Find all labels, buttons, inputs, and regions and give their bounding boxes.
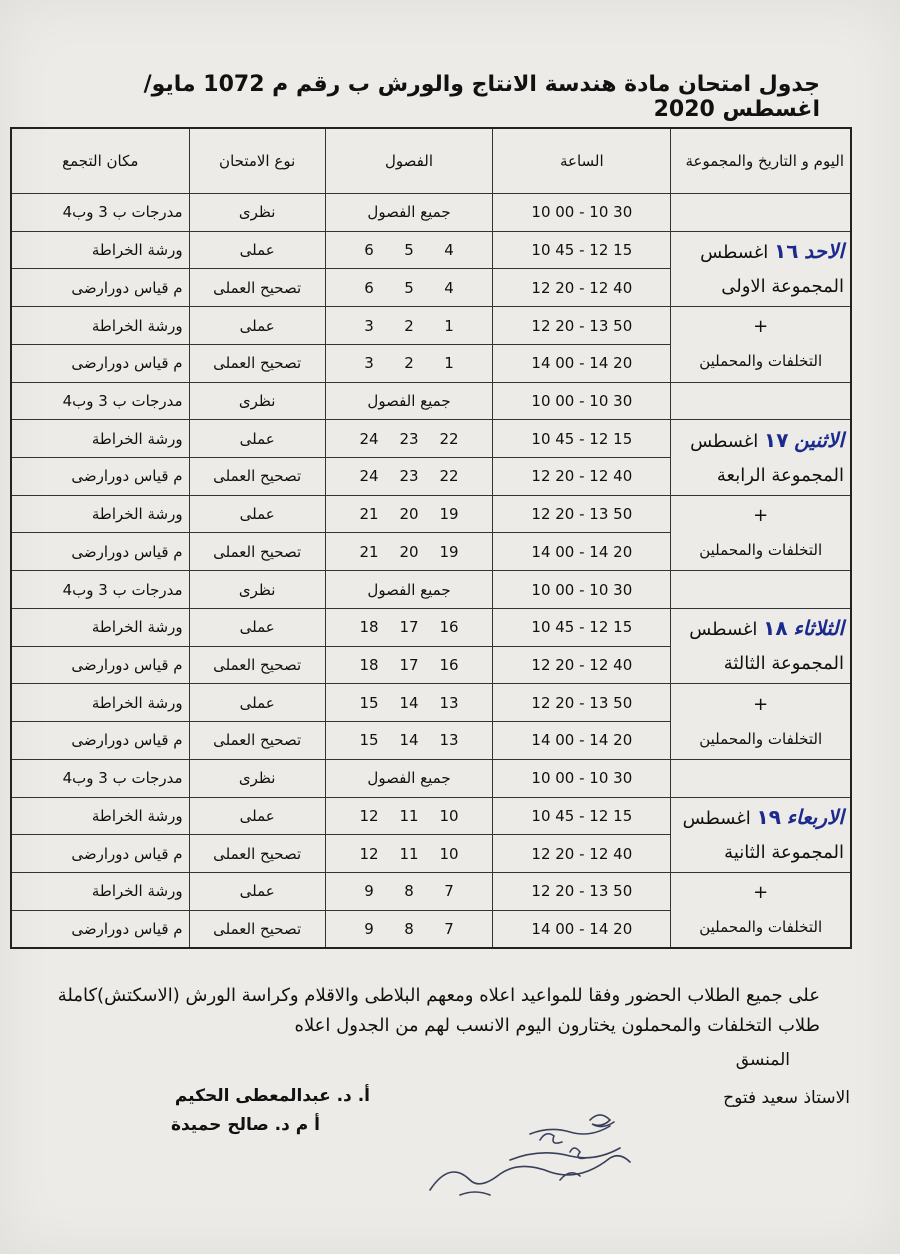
table-row: [11, 382, 851, 420]
extra-students-label: التخلفات والمحملين: [699, 352, 823, 371]
class-number: 13: [439, 731, 459, 750]
extra-students-cell: [671, 872, 851, 948]
day-date: [677, 800, 844, 836]
meeting-place-cell: م قياس دورارضى: [11, 458, 189, 496]
classes-cell: [325, 722, 493, 760]
class-number: 10: [439, 844, 459, 863]
exam-type-cell: تصحيح العملى: [189, 533, 325, 571]
classes-cell: [325, 533, 493, 571]
coordinator-title: المنسق: [735, 1050, 790, 1070]
professor-name-1: أ. د. عبدالمعطى الحكيم: [174, 1086, 370, 1106]
classes-cell: [325, 797, 493, 835]
class-number: 12: [359, 806, 379, 825]
header-place: مكان التجمع: [11, 128, 189, 194]
class-number: 14: [399, 693, 419, 712]
classes-cell: [325, 872, 493, 910]
class-number: 21: [359, 542, 379, 561]
time-cell: 12 20 - 13 50: [493, 684, 671, 722]
class-number: 17: [399, 618, 419, 637]
time-cell: 14 00 - 14 20: [493, 344, 671, 382]
class-number: 22: [439, 429, 459, 448]
exam-type-cell: عملى: [189, 420, 325, 458]
day-name: الاثنين: [794, 427, 844, 452]
class-number: 6: [364, 241, 374, 260]
month-name: اغسطس: [690, 430, 759, 452]
class-number: 7: [444, 882, 454, 901]
day-group-cell: [671, 231, 851, 306]
meeting-place-cell: مدرجات ب 3 وب4: [11, 194, 189, 232]
handwritten-signature: [420, 1100, 650, 1210]
table-row: [11, 307, 851, 345]
class-number: 6: [364, 278, 374, 297]
class-number: 20: [399, 542, 419, 561]
time-cell: 10 45 - 12 15: [493, 420, 671, 458]
extra-students-label: التخلفات والمحملين: [699, 917, 823, 936]
all-classes-label: جميع الفصول: [367, 769, 451, 788]
day-name: الاحد: [804, 238, 844, 263]
time-cell: 14 00 - 14 20: [493, 722, 671, 760]
class-number: 4: [444, 278, 454, 297]
meeting-place-cell: ورشة الخراطة: [11, 495, 189, 533]
all-classes-label: جميع الفصول: [367, 203, 451, 222]
day-date: [677, 611, 844, 647]
page-title: جدول امتحان مادة هندسة الانتاج والورش ب رقم م 1072 مايو/ اغسطس 2020: [143, 72, 820, 122]
classes-cell: [325, 458, 493, 496]
day-date: [677, 423, 844, 459]
classes-cell: [325, 194, 493, 232]
exam-type-cell: نظرى: [189, 571, 325, 609]
day-number: ١٨: [763, 616, 788, 641]
class-number: 23: [399, 429, 419, 448]
meeting-place-cell: م قياس دورارضى: [11, 646, 189, 684]
time-cell: 12 20 - 13 50: [493, 307, 671, 345]
table-row: [11, 231, 851, 269]
class-number: 24: [359, 467, 379, 486]
classes-cell: [325, 344, 493, 382]
day-number: ١٦: [774, 238, 799, 263]
meeting-place-cell: ورشة الخراطة: [11, 608, 189, 646]
exam-type-cell: نظرى: [189, 382, 325, 420]
meeting-place-cell: ورشة الخراطة: [11, 797, 189, 835]
class-number: 15: [359, 693, 379, 712]
class-number: 23: [399, 467, 419, 486]
table-row: [11, 571, 851, 609]
time-cell: 12 20 - 12 40: [493, 458, 671, 496]
extra-students-cell: [671, 495, 851, 570]
note-line-1: على جميع الطلاب الحضور وفقا للمواعيد اعلاه ومعهم البلاطى والاقلام وكراسة الورش (الاسكتش)كاملة: [57, 985, 820, 1006]
class-number: 9: [364, 882, 374, 901]
classes-cell: [325, 307, 493, 345]
time-cell: 10 45 - 12 15: [493, 231, 671, 269]
day-date: [677, 234, 844, 270]
class-number: 20: [399, 505, 419, 524]
class-number: 12: [359, 844, 379, 863]
class-number: 19: [439, 542, 459, 561]
class-number: 2: [404, 316, 414, 335]
meeting-place-cell: ورشة الخراطة: [11, 231, 189, 269]
class-number: 24: [359, 429, 379, 448]
classes-cell: [325, 835, 493, 873]
exam-type-cell: تصحيح العملى: [189, 910, 325, 948]
class-number: 11: [399, 806, 419, 825]
day-number: ١٩: [756, 804, 781, 829]
day-name: الاربعاء: [786, 804, 844, 829]
extra-students-cell: [671, 307, 851, 382]
class-number: 5: [404, 241, 414, 260]
time-cell: 12 20 - 12 40: [493, 269, 671, 307]
table-row: [11, 684, 851, 722]
group-name: المجموعة الثانية: [724, 841, 844, 863]
time-cell: 14 00 - 14 20: [493, 910, 671, 948]
class-number: 16: [439, 618, 459, 637]
month-name: اغسطس: [682, 807, 751, 829]
class-number: 1: [444, 316, 454, 335]
table-row: [11, 495, 851, 533]
class-number: 11: [399, 844, 419, 863]
time-cell: 10 45 - 12 15: [493, 797, 671, 835]
all-classes-label: جميع الفصول: [367, 580, 451, 599]
exam-type-cell: عملى: [189, 684, 325, 722]
meeting-place-cell: م قياس دورارضى: [11, 269, 189, 307]
exam-type-cell: نظرى: [189, 194, 325, 232]
plus-sign: +: [753, 504, 769, 526]
day-cell-blank: [671, 194, 851, 232]
meeting-place-cell: مدرجات ب 3 وب4: [11, 759, 189, 797]
header-classes: الفصول: [325, 128, 493, 194]
coordinator-name: الاستاذ سعيد فتوح: [723, 1088, 850, 1108]
extra-students-label: التخلفات والمحملين: [699, 540, 823, 559]
class-number: 18: [359, 655, 379, 674]
meeting-place-cell: م قياس دورارضى: [11, 344, 189, 382]
class-number: 5: [404, 278, 414, 297]
classes-cell: [325, 571, 493, 609]
exam-type-cell: عملى: [189, 495, 325, 533]
extra-students-cell: [671, 684, 851, 759]
classes-cell: [325, 646, 493, 684]
day-group-cell: [671, 608, 851, 683]
exam-type-cell: تصحيح العملى: [189, 269, 325, 307]
class-number: 8: [404, 882, 414, 901]
table-row: [11, 194, 851, 232]
exam-type-cell: تصحيح العملى: [189, 458, 325, 496]
classes-cell: [325, 231, 493, 269]
class-number: 17: [399, 655, 419, 674]
day-name: الثلاثاء: [793, 616, 844, 641]
class-number: 8: [404, 919, 414, 938]
month-name: اغسطس: [689, 619, 758, 641]
exam-type-cell: تصحيح العملى: [189, 835, 325, 873]
class-number: 18: [359, 618, 379, 637]
exam-type-cell: عملى: [189, 608, 325, 646]
plus-sign: +: [753, 316, 769, 338]
class-number: 16: [439, 655, 459, 674]
class-number: 15: [359, 731, 379, 750]
exam-type-cell: تصحيح العملى: [189, 646, 325, 684]
time-cell: 12 20 - 12 40: [493, 646, 671, 684]
time-cell: 10 00 - 10 30: [493, 759, 671, 797]
day-cell-blank: [671, 571, 851, 609]
meeting-place-cell: م قياس دورارضى: [11, 835, 189, 873]
class-number: 13: [439, 693, 459, 712]
day-group-cell: [671, 797, 851, 872]
meeting-place-cell: مدرجات ب 3 وب4: [11, 571, 189, 609]
extra-students-label: التخلفات والمحملين: [699, 729, 823, 748]
meeting-place-cell: م قياس دورارضى: [11, 910, 189, 948]
table-row: [11, 420, 851, 458]
class-number: 21: [359, 505, 379, 524]
class-number: 1: [444, 354, 454, 373]
table-body: [11, 194, 851, 949]
time-cell: 14 00 - 14 20: [493, 533, 671, 571]
day-number: ١٧: [764, 427, 789, 452]
time-cell: 12 20 - 12 40: [493, 835, 671, 873]
time-cell: 10 00 - 10 30: [493, 194, 671, 232]
meeting-place-cell: ورشة الخراطة: [11, 307, 189, 345]
meeting-place-cell: م قياس دورارضى: [11, 722, 189, 760]
day-cell-blank: [671, 382, 851, 420]
exam-type-cell: عملى: [189, 307, 325, 345]
meeting-place-cell: ورشة الخراطة: [11, 420, 189, 458]
time-cell: 12 20 - 13 50: [493, 872, 671, 910]
classes-cell: [325, 684, 493, 722]
exam-schedule-table: [10, 127, 852, 949]
day-cell-blank: [671, 759, 851, 797]
header-type: نوع الامتحان: [189, 128, 325, 194]
exam-type-cell: عملى: [189, 872, 325, 910]
class-number: 4: [444, 241, 454, 260]
time-cell: 12 20 - 13 50: [493, 495, 671, 533]
time-cell: 10 00 - 10 30: [493, 382, 671, 420]
exam-type-cell: تصحيح العملى: [189, 722, 325, 760]
day-group-cell: [671, 420, 851, 495]
table-header-row: [11, 128, 851, 194]
class-number: 2: [404, 354, 414, 373]
professor-name-2: أ م د. صالح حميدة: [170, 1115, 320, 1135]
exam-type-cell: نظرى: [189, 759, 325, 797]
class-number: 7: [444, 919, 454, 938]
table-row: [11, 797, 851, 835]
meeting-place-cell: مدرجات ب 3 وب4: [11, 382, 189, 420]
exam-type-cell: تصحيح العملى: [189, 344, 325, 382]
group-name: المجموعة الثالثة: [723, 653, 844, 675]
header-day: اليوم و التاريخ والمجموعة: [671, 128, 851, 194]
table-row: [11, 759, 851, 797]
class-number: 3: [364, 316, 374, 335]
plus-sign: +: [753, 693, 769, 715]
meeting-place-cell: ورشة الخراطة: [11, 684, 189, 722]
meeting-place-cell: ورشة الخراطة: [11, 872, 189, 910]
time-cell: 10 45 - 12 15: [493, 608, 671, 646]
table-row: [11, 608, 851, 646]
class-number: 10: [439, 806, 459, 825]
exam-type-cell: عملى: [189, 231, 325, 269]
all-classes-label: جميع الفصول: [367, 391, 451, 410]
group-name: المجموعة الرابعة: [716, 464, 844, 486]
classes-cell: [325, 420, 493, 458]
meeting-place-cell: م قياس دورارضى: [11, 533, 189, 571]
month-name: اغسطس: [700, 241, 769, 263]
exam-type-cell: عملى: [189, 797, 325, 835]
class-number: 9: [364, 919, 374, 938]
class-number: 19: [439, 505, 459, 524]
time-cell: 10 00 - 10 30: [493, 571, 671, 609]
classes-cell: [325, 382, 493, 420]
table-row: [11, 872, 851, 910]
classes-cell: [325, 759, 493, 797]
classes-cell: [325, 910, 493, 948]
header-time: الساعة: [493, 128, 671, 194]
class-number: 14: [399, 731, 419, 750]
class-number: 3: [364, 354, 374, 373]
class-number: 22: [439, 467, 459, 486]
plus-sign: +: [753, 881, 769, 903]
classes-cell: [325, 495, 493, 533]
classes-cell: [325, 608, 493, 646]
classes-cell: [325, 269, 493, 307]
note-line-2: طلاب التخلفات والمحملون يختارون اليوم الانسب لهم من الجدول اعلاه: [294, 1015, 820, 1036]
group-name: المجموعة الاولى: [721, 275, 844, 297]
